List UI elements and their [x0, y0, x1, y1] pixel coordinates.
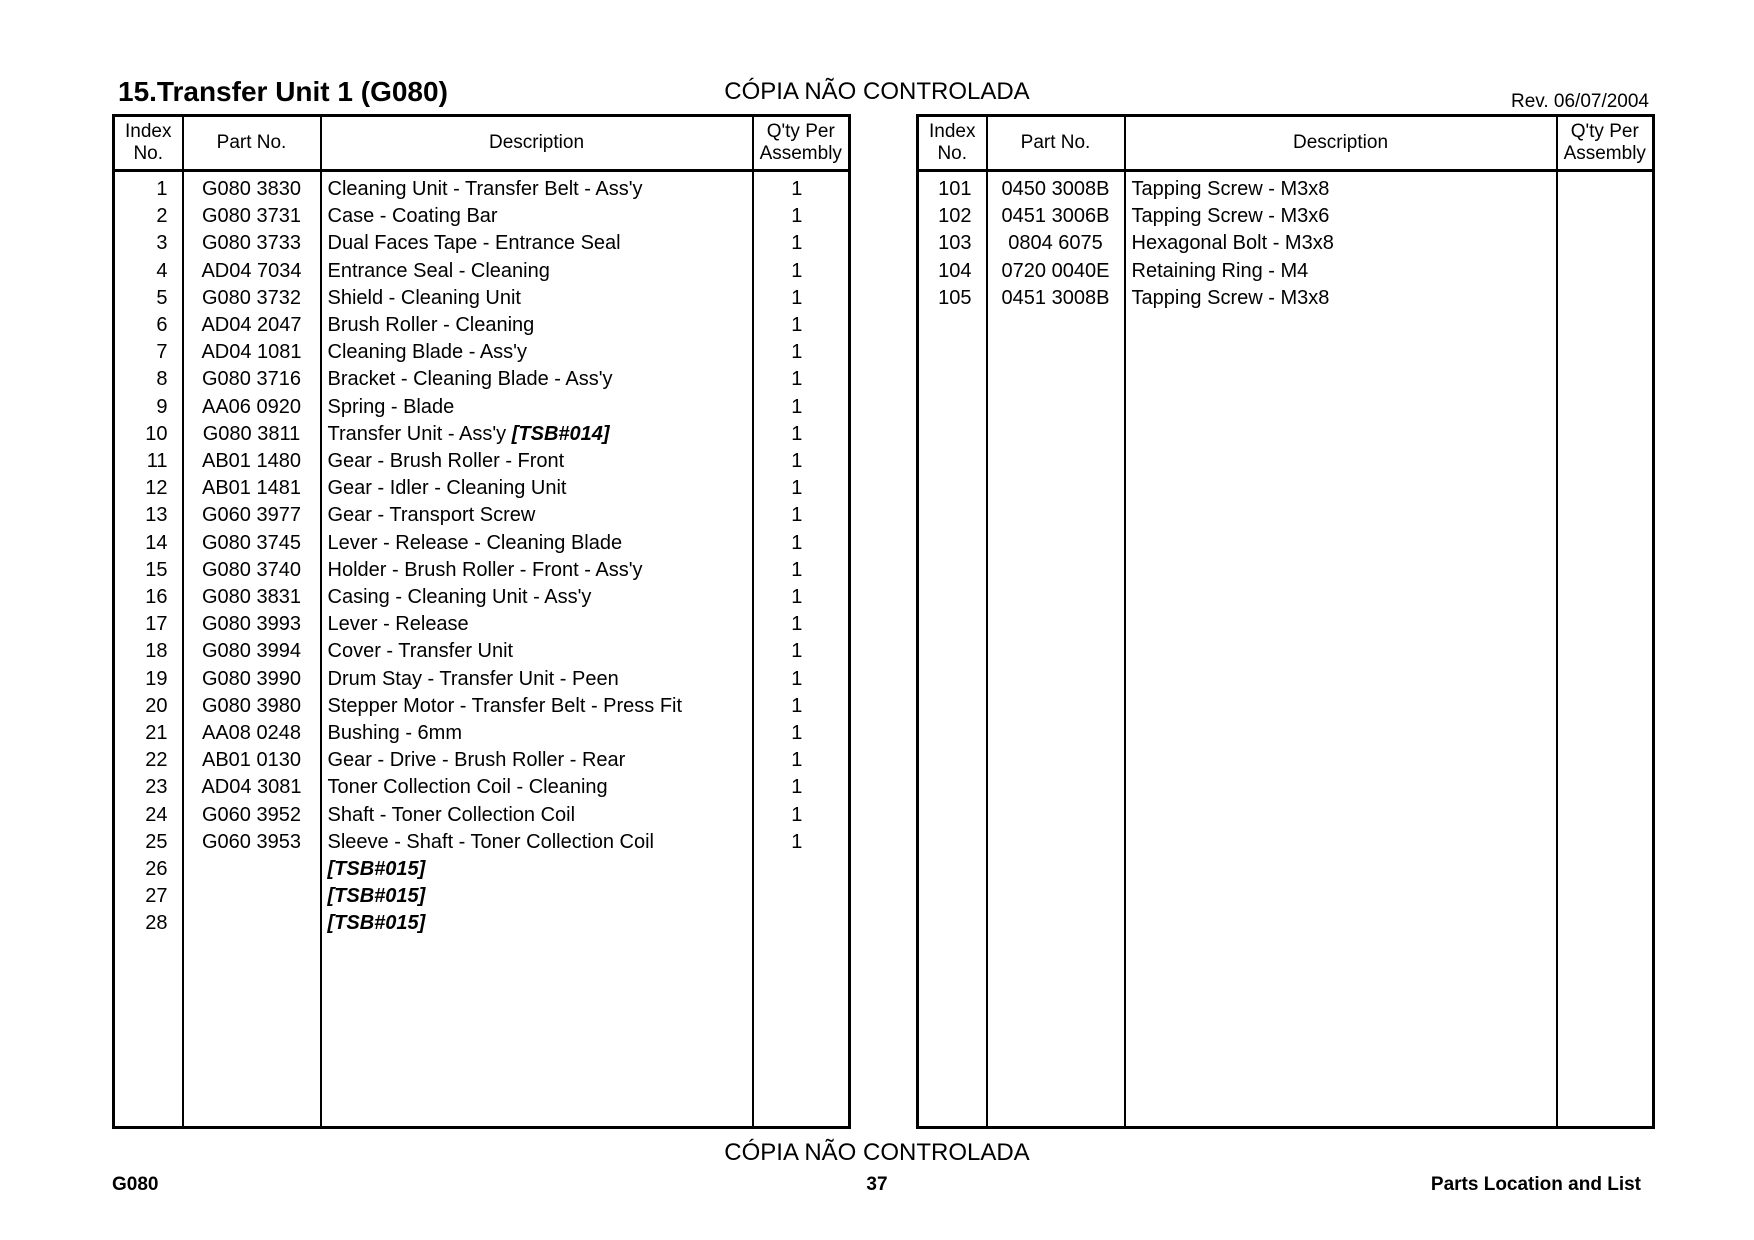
cell-part-no: AD04 1081 [183, 339, 321, 366]
table-row [918, 285, 1654, 312]
cell-description [321, 230, 753, 257]
description-text: Brush Roller - Cleaning [327, 314, 535, 337]
cell-qty: 1 [753, 230, 850, 257]
table-filler-row [114, 938, 850, 1128]
description-text: Entrance Seal - Cleaning [327, 259, 550, 282]
description-text: Gear - Drive - Brush Roller - Rear [327, 749, 626, 772]
tsb-reference: [TSB#015] [327, 885, 426, 908]
cell-index: 14 [114, 530, 183, 557]
description-text: Cleaning Blade - Ass'y [327, 341, 527, 364]
filler-cell [114, 938, 183, 1128]
cell-part-no: G080 3990 [183, 666, 321, 693]
table-row [114, 421, 850, 448]
description-text: Bracket - Cleaning Blade - Ass'y [327, 368, 613, 391]
cell-qty: 1 [753, 774, 850, 801]
table-filler-row [918, 312, 1654, 1127]
cell-part-no: G080 3811 [183, 421, 321, 448]
cell-index: 16 [114, 584, 183, 611]
description-text: Tapping Screw - M3x8 [1131, 286, 1330, 309]
description-text: Drum Stay - Transfer Unit - Peen [327, 667, 619, 690]
filler-cell [918, 312, 987, 1127]
table-row [114, 285, 850, 312]
cell-qty: 1 [753, 502, 850, 529]
header-qty: Q'ty Per Assembly [753, 116, 850, 171]
cell-index: 103 [918, 230, 987, 257]
filler-cell [753, 938, 850, 1128]
filler-cell [321, 938, 753, 1128]
description-text: Holder - Brush Roller - Front - Ass'y [327, 558, 643, 581]
tsb-reference: [TSB#015] [327, 858, 426, 881]
cell-description [321, 666, 753, 693]
table-row [114, 230, 850, 257]
description-text: Transfer Unit - Ass'y [327, 422, 512, 445]
description-text: Spring - Blade [327, 395, 455, 418]
table-row [114, 312, 850, 339]
cell-part-no: AB01 0130 [183, 747, 321, 774]
table-row [114, 448, 850, 475]
cell-index: 13 [114, 502, 183, 529]
table-row [114, 666, 850, 693]
table-row [114, 774, 850, 801]
cell-description [1125, 285, 1557, 312]
cell-part-no: G080 3740 [183, 557, 321, 584]
cell-index: 20 [114, 693, 183, 720]
cell-qty [1557, 258, 1654, 285]
cell-part-no: AD04 3081 [183, 774, 321, 801]
cell-index: 5 [114, 285, 183, 312]
page-title: 15.Transfer Unit 1 (G080) [118, 76, 448, 107]
cell-description [321, 774, 753, 801]
table-row [114, 883, 850, 910]
filler-cell [183, 938, 321, 1128]
cell-index: 6 [114, 312, 183, 339]
filler-cell [987, 312, 1125, 1127]
header-description: Description [321, 116, 753, 171]
description-text: Gear - Transport Screw [327, 504, 536, 527]
table-row [114, 693, 850, 720]
cell-qty: 1 [753, 394, 850, 421]
cell-part-no [183, 883, 321, 910]
tsb-reference: [TSB#015] [327, 912, 426, 935]
table-row [918, 230, 1654, 257]
cell-part-no: AB01 1480 [183, 448, 321, 475]
cell-qty [1557, 285, 1654, 312]
cell-description [321, 339, 753, 366]
cell-description [321, 366, 753, 393]
cell-part-no: AB01 1481 [183, 475, 321, 502]
cell-description [1125, 203, 1557, 230]
cell-qty: 1 [753, 530, 850, 557]
cell-index: 26 [114, 856, 183, 883]
description-text: Casing - Cleaning Unit - Ass'y [327, 586, 592, 609]
cell-qty [753, 883, 850, 910]
cell-part-no: AD04 2047 [183, 312, 321, 339]
cell-qty: 1 [753, 258, 850, 285]
table-row [114, 638, 850, 665]
cell-description [321, 638, 753, 665]
cell-index: 12 [114, 475, 183, 502]
cell-part-no: 0451 3008B [987, 285, 1125, 312]
cell-part-no: G080 3745 [183, 530, 321, 557]
cell-qty: 1 [753, 203, 850, 230]
cell-index: 101 [918, 171, 987, 204]
header-part-no: Part No. [987, 116, 1125, 171]
cell-description [321, 747, 753, 774]
cell-part-no: 0804 6075 [987, 230, 1125, 257]
table-row [114, 611, 850, 638]
cell-qty: 1 [753, 693, 850, 720]
filler-cell [1557, 312, 1654, 1127]
cell-index: 102 [918, 203, 987, 230]
cell-description [321, 421, 753, 448]
table-row [114, 394, 850, 421]
cell-qty: 1 [753, 802, 850, 829]
cell-qty [753, 856, 850, 883]
description-text: Tapping Screw - M3x8 [1131, 178, 1330, 200]
cell-qty: 1 [753, 366, 850, 393]
table-row [114, 910, 850, 937]
cell-index: 25 [114, 829, 183, 856]
cell-index: 11 [114, 448, 183, 475]
table-header-row [114, 116, 850, 171]
cell-part-no: 0451 3006B [987, 203, 1125, 230]
cell-index: 24 [114, 802, 183, 829]
header-index: Index No. [114, 116, 183, 171]
cell-part-no: G080 3731 [183, 203, 321, 230]
cell-description [321, 584, 753, 611]
footer-model: G080 [112, 1174, 159, 1195]
header-qty: Q'ty Per Assembly [1557, 116, 1654, 171]
cell-description [321, 720, 753, 747]
header-description: Description [1125, 116, 1557, 171]
tsb-reference: [TSB#014] [511, 422, 610, 445]
cell-index: 8 [114, 366, 183, 393]
cell-index: 9 [114, 394, 183, 421]
cell-description [321, 611, 753, 638]
cell-part-no: G080 3993 [183, 611, 321, 638]
description-text: Case - Coating Bar [327, 205, 498, 228]
cell-part-no: AA06 0920 [183, 394, 321, 421]
cell-part-no: G080 3980 [183, 693, 321, 720]
table-row [114, 584, 850, 611]
cell-qty: 1 [753, 829, 850, 856]
cell-qty [753, 910, 850, 937]
description-text: Tapping Screw - M3x6 [1131, 205, 1330, 228]
description-text: Shaft - Toner Collection Coil [327, 803, 576, 826]
parts-table-left [112, 114, 851, 1129]
cell-description [321, 802, 753, 829]
description-text: Shield - Cleaning Unit [327, 286, 521, 309]
cell-index: 18 [114, 638, 183, 665]
table-row [918, 171, 1654, 204]
table-row [114, 747, 850, 774]
cell-part-no: 0450 3008B [987, 171, 1125, 204]
cell-index: 19 [114, 666, 183, 693]
cell-part-no: 0720 0040E [987, 258, 1125, 285]
cell-description [321, 312, 753, 339]
cell-part-no: AA08 0248 [183, 720, 321, 747]
cell-qty: 1 [753, 312, 850, 339]
cell-index: 105 [918, 285, 987, 312]
description-text: Toner Collection Coil - Cleaning [327, 776, 608, 799]
table-row [114, 203, 850, 230]
description-text: Stepper Motor - Transfer Belt - Press Fit [327, 694, 683, 717]
parts-table-right [916, 114, 1655, 1129]
description-text: Cleaning Unit - Transfer Belt - Ass'y [327, 178, 643, 200]
watermark-top: CÓPIA NÃO CONTROLADA [724, 78, 1030, 105]
cell-description [321, 394, 753, 421]
cell-qty: 1 [753, 720, 850, 747]
cell-qty [1557, 171, 1654, 204]
cell-description [321, 171, 753, 204]
cell-qty: 1 [753, 285, 850, 312]
cell-description [321, 829, 753, 856]
cell-qty [1557, 230, 1654, 257]
cell-part-no: G080 3994 [183, 638, 321, 665]
description-text: Cover - Transfer Unit [327, 640, 514, 663]
parts-table-right-body [918, 171, 1654, 1128]
cell-index: 1 [114, 171, 183, 204]
cell-qty: 1 [753, 171, 850, 204]
table-row [114, 856, 850, 883]
table-row [114, 366, 850, 393]
table-row [114, 258, 850, 285]
header-part-no: Part No. [183, 116, 321, 171]
cell-qty: 1 [753, 638, 850, 665]
cell-description [321, 448, 753, 475]
cell-index: 23 [114, 774, 183, 801]
cell-index: 2 [114, 203, 183, 230]
cell-description [321, 530, 753, 557]
cell-description [321, 258, 753, 285]
cell-index: 7 [114, 339, 183, 366]
revision-date: Rev. 06/07/2004 [1510, 91, 1649, 112]
cell-description [1125, 258, 1557, 285]
description-text: Bushing - 6mm [327, 722, 462, 745]
cell-qty [1557, 203, 1654, 230]
table-row [114, 720, 850, 747]
cell-index: 17 [114, 611, 183, 638]
cell-index: 10 [114, 421, 183, 448]
filler-cell [1125, 312, 1557, 1127]
cell-description [1125, 230, 1557, 257]
table-row [114, 829, 850, 856]
footer-section: Parts Location and List [1430, 1174, 1641, 1195]
cell-description [1125, 171, 1557, 204]
description-text: Dual Faces Tape - Entrance Seal [327, 232, 621, 255]
table-header-row [918, 116, 1654, 171]
table-row [114, 475, 850, 502]
cell-qty: 1 [753, 747, 850, 774]
description-text: Lever - Release - Cleaning Blade [327, 531, 623, 554]
description-text: Hexagonal Bolt - M3x8 [1131, 232, 1334, 255]
table-row [114, 339, 850, 366]
cell-part-no [183, 856, 321, 883]
cell-description [321, 203, 753, 230]
description-text: Gear - Brush Roller - Front [327, 450, 565, 473]
cell-description [321, 693, 753, 720]
cell-qty: 1 [753, 448, 850, 475]
cell-index: 104 [918, 258, 987, 285]
table-row [114, 171, 850, 204]
cell-description [321, 285, 753, 312]
cell-index: 27 [114, 883, 183, 910]
cell-description [321, 883, 753, 910]
cell-qty: 1 [753, 421, 850, 448]
header-index: Index No. [918, 116, 987, 171]
cell-part-no: G060 3953 [183, 829, 321, 856]
cell-part-no: G060 3977 [183, 502, 321, 529]
cell-part-no: AD04 7034 [183, 258, 321, 285]
cell-part-no: G080 3830 [183, 171, 321, 204]
cell-index: 15 [114, 557, 183, 584]
table-row [114, 530, 850, 557]
table-row [114, 502, 850, 529]
cell-description [321, 502, 753, 529]
table-row [114, 802, 850, 829]
cell-qty: 1 [753, 557, 850, 584]
watermark-bottom: CÓPIA NÃO CONTROLADA [724, 1139, 1030, 1166]
cell-part-no: G060 3952 [183, 802, 321, 829]
table-row [918, 203, 1654, 230]
table-row [114, 557, 850, 584]
cell-description [321, 856, 753, 883]
cell-qty: 1 [753, 339, 850, 366]
cell-qty: 1 [753, 611, 850, 638]
cell-index: 3 [114, 230, 183, 257]
cell-qty: 1 [753, 584, 850, 611]
cell-part-no: G080 3716 [183, 366, 321, 393]
cell-index: 21 [114, 720, 183, 747]
description-text: Gear - Idler - Cleaning Unit [327, 477, 567, 500]
cell-qty: 1 [753, 666, 850, 693]
cell-description [321, 557, 753, 584]
description-text: Lever - Release [327, 613, 469, 636]
table-row [918, 258, 1654, 285]
cell-part-no: G080 3732 [183, 285, 321, 312]
cell-qty: 1 [753, 475, 850, 502]
parts-table-left-body [114, 171, 850, 1128]
footer-page-number: 37 [866, 1174, 888, 1195]
description-text: Retaining Ring - M4 [1131, 259, 1309, 282]
cell-part-no [183, 910, 321, 937]
cell-index: 4 [114, 258, 183, 285]
cell-index: 22 [114, 747, 183, 774]
cell-description [321, 910, 753, 937]
cell-part-no: G080 3733 [183, 230, 321, 257]
cell-index: 28 [114, 910, 183, 937]
cell-description [321, 475, 753, 502]
cell-part-no: G080 3831 [183, 584, 321, 611]
description-text: Sleeve - Shaft - Toner Collection Coil [327, 830, 654, 853]
